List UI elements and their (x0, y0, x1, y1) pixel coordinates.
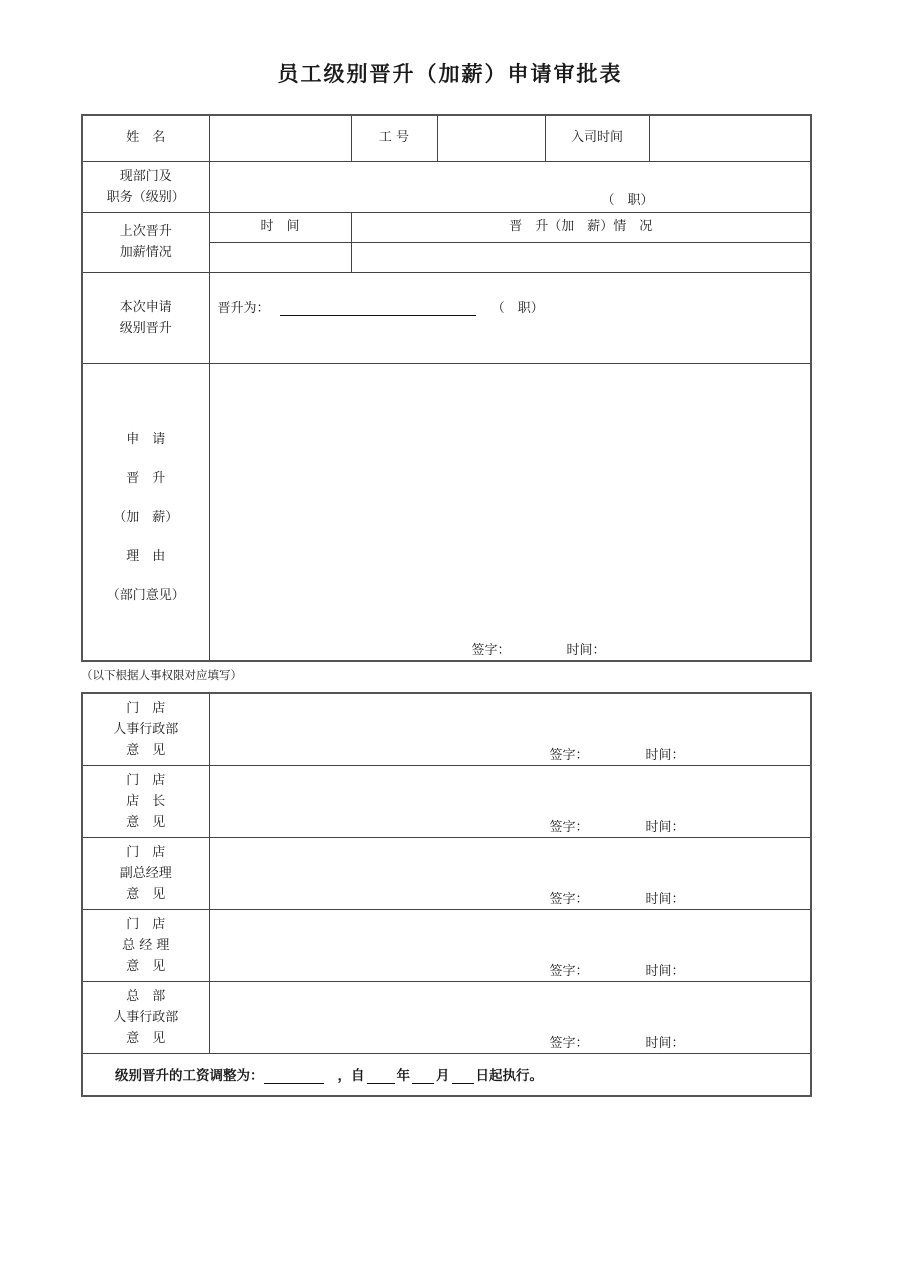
sign-label: 签字： (549, 964, 589, 979)
day-blank[interactable] (452, 1069, 474, 1084)
reason-field[interactable] (209, 363, 811, 661)
last-info-field[interactable] (351, 242, 811, 272)
approval-field-hq-hr[interactable] (209, 982, 811, 1054)
employee-id-field[interactable] (437, 115, 545, 161)
last-info-header: 晋 升（加 薪）情 况 (351, 212, 811, 242)
time-label: 时间： (645, 964, 685, 979)
promote-to-blank[interactable] (280, 301, 476, 316)
name-label: 姓 名 (82, 115, 209, 161)
time-label: 时间： (645, 892, 685, 907)
approval-label-store-gm: 门 店 总 经 理 意 见 (82, 910, 209, 982)
page-title: 员工级别晋升（加薪）申请审批表 (277, 61, 623, 86)
apply-level-label: 本次申请 级别晋升 (82, 272, 209, 363)
approval-field-store-manager[interactable] (209, 766, 811, 838)
last-time-header: 时 间 (209, 212, 351, 242)
time-label: 时间： (645, 748, 685, 763)
approval-label-hq-hr: 总 部 人事行政部 意 见 (82, 982, 209, 1054)
current-dept-field[interactable]: （ 职） (209, 161, 811, 212)
promote-to-field[interactable]: 晋升为： （ 职） (209, 272, 811, 363)
salary-adjustment-row: 级别晋升的工资调整为： ，自 年 月 日起执行。 (82, 1054, 811, 1096)
permission-note: （以下根据人事权限对应填写） (81, 668, 242, 682)
join-date-label: 入司时间 (545, 115, 649, 161)
approval-field-store-gm[interactable] (209, 910, 811, 982)
approval-label-deputy-gm: 门 店 副总经理 意 见 (82, 838, 209, 910)
reason-label: 申 请 晋 升 （加 薪） 理 由 （部门意见） (82, 363, 209, 661)
sign-label: 签字： (549, 820, 589, 835)
sign-label: 签字： (549, 1036, 589, 1051)
approval-field-deputy-gm[interactable] (209, 838, 811, 910)
employee-id-label: 工 号 (351, 115, 437, 161)
name-field[interactable] (209, 115, 351, 161)
time-label: 时间： (566, 642, 606, 658)
approval-label-store-manager: 门 店 店 长 意 见 (82, 766, 209, 838)
last-time-field[interactable] (209, 242, 351, 272)
approval-field-store-hr[interactable] (209, 693, 811, 766)
time-label: 时间： (645, 1036, 685, 1051)
time-label: 时间： (645, 820, 685, 835)
year-blank[interactable] (367, 1069, 395, 1084)
last-promotion-label: 上次晋升 加薪情况 (82, 212, 209, 272)
approval-label-store-hr: 门 店 人事行政部 意 见 (82, 693, 209, 766)
approval-table (81, 692, 812, 1097)
join-date-field[interactable] (649, 115, 811, 161)
sign-label: 签字： (549, 892, 589, 907)
current-dept-label: 现部门及 职务（级别） (82, 161, 209, 212)
application-table (81, 114, 812, 662)
month-blank[interactable] (412, 1069, 434, 1084)
sign-label: 签字： (549, 748, 589, 763)
salary-blank[interactable] (264, 1069, 324, 1084)
sign-label: 签字： (471, 642, 511, 658)
